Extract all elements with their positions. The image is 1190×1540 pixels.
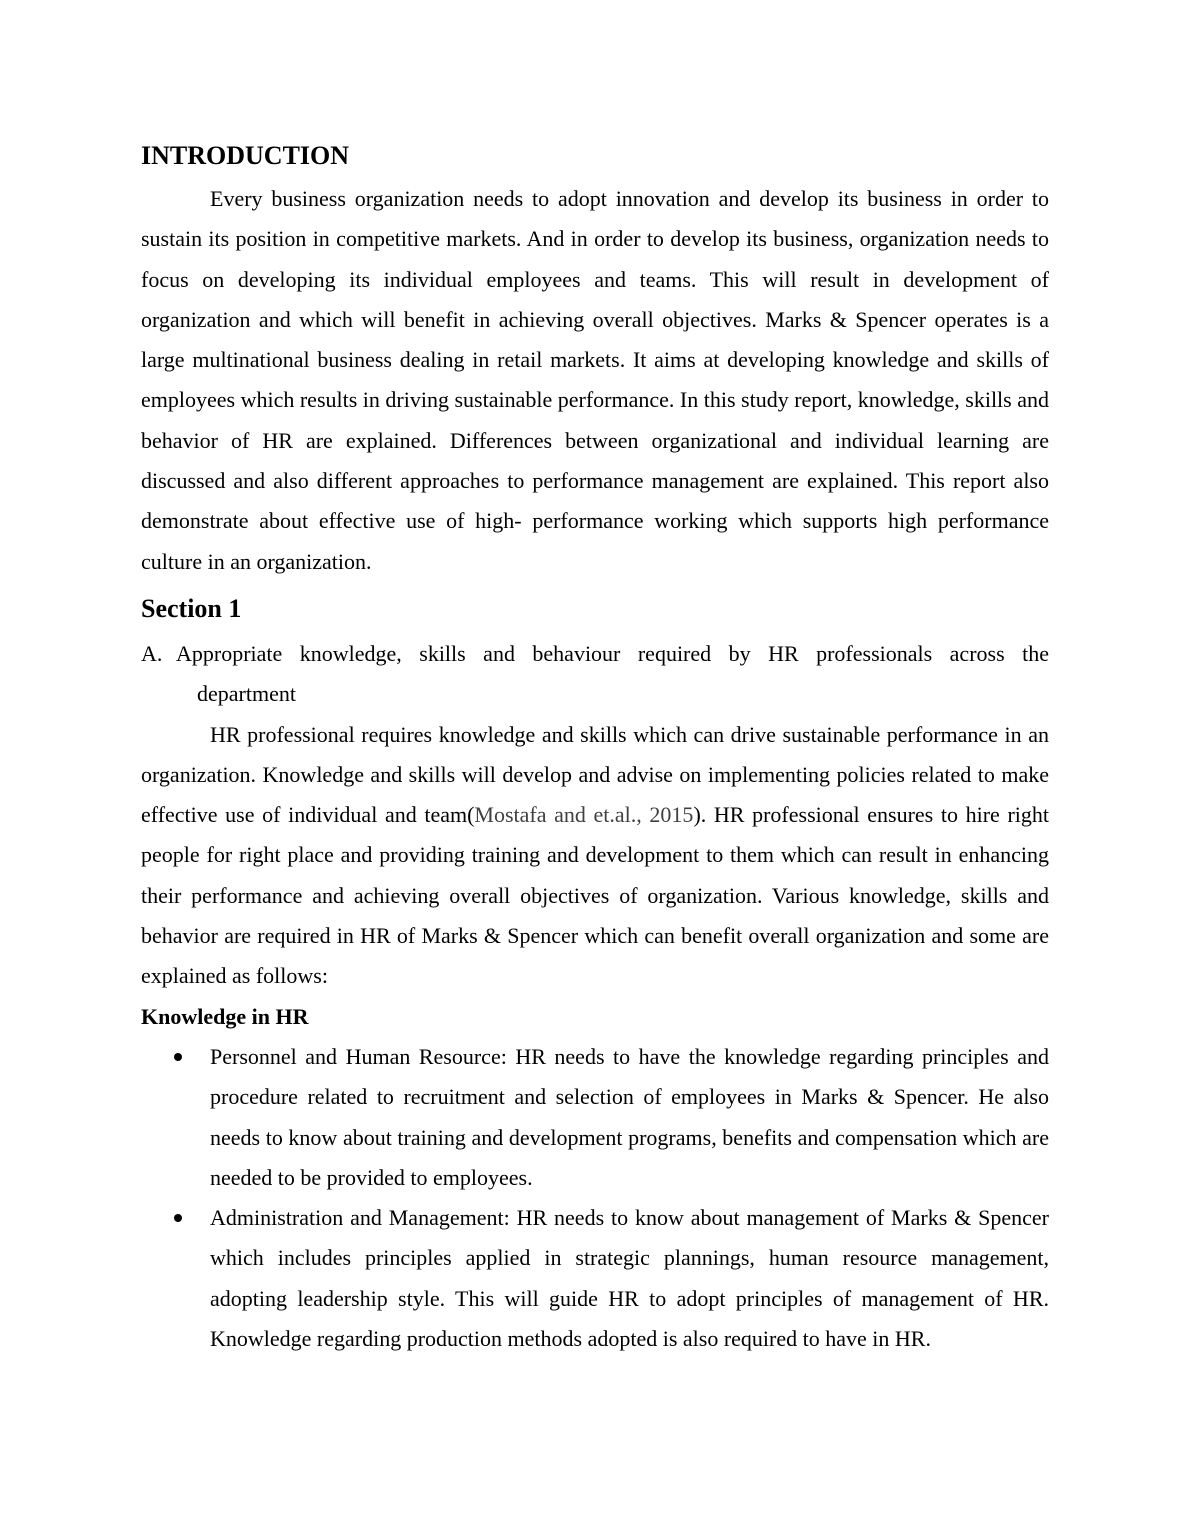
section-1-paragraph: [141, 715, 1049, 997]
knowledge-list: [141, 1037, 1049, 1359]
introduction-paragraph: Every business organization needs to adopt innovation and develop its business in order to sustain its position in competitive markets. And in order to develop its business, organization needs to focus on developing its individual employees and teams. This will result in development of organization and which will benefit in achieving overall objectives. Marks & Spencer operates is a large multinational business dealing in retail markets. It aims at developing knowledge and skills of employees which results in driving sustainable performance. In this study report, knowledge, skills and behavior of HR are explained. Differences between organizational and individual learning are discussed and also different approaches to performance management are explained. This report also demonstrate about effective use of high- performance working which supports high performance culture in an organization.: [141, 186, 1049, 574]
introduction-heading: INTRODUCTION: [141, 141, 350, 170]
list-item-text: Personnel and Human Resource: HR needs to have the knowledge regarding principles and procedure related to recruitment and selection of employees in Marks & Spencer. He also needs to know about training and development programs, benefits and compensation which are needed to be provided to employees.: [210, 1043, 1049, 1190]
list-item-text: Administration and Management: HR needs to know about management of Marks & Spencer which includes principles applied in strategic plannings, human resource management, adopting leadership style. This will guide HR to adopt principles of management of HR. Knowledge regarding production methods adopted is also required to have in HR.: [210, 1205, 1049, 1352]
list-item: [141, 1198, 1049, 1359]
knowledge-in-hr-heading: Knowledge in HR: [141, 1003, 309, 1029]
list-item: [141, 1037, 1049, 1198]
item-marker: A.: [141, 640, 163, 666]
bullet-icon: [174, 1053, 182, 1061]
item-text: [176, 634, 1049, 715]
citation: Mostafa and et.al., 2015: [474, 802, 694, 828]
bullet-icon: [174, 1214, 182, 1222]
section-item-a: [141, 634, 1049, 715]
item-text-line-1: Appropriate knowledge, skills and behaviour required by HR professionals across the: [176, 640, 1049, 666]
section-1-heading: Section 1: [141, 593, 242, 623]
paragraph-text-part-2: ). HR professional ensures to hire right people for right place and providing training and development to them which can result in enhancing their performance and achieving overall objectives of organization. Various knowledge, skills and behavior are required in HR of Marks & Spencer which can benefit overall organization and some are explained as follows:: [141, 802, 1050, 989]
item-text-line-2: department: [197, 681, 296, 707]
paragraph-text-part-1: HR professional requires knowledge and skills which can drive sustainable performance in an organization. Knowledge and skills will develop and advise on implementing policies related to make effective use of individual and team(: [141, 721, 1049, 828]
